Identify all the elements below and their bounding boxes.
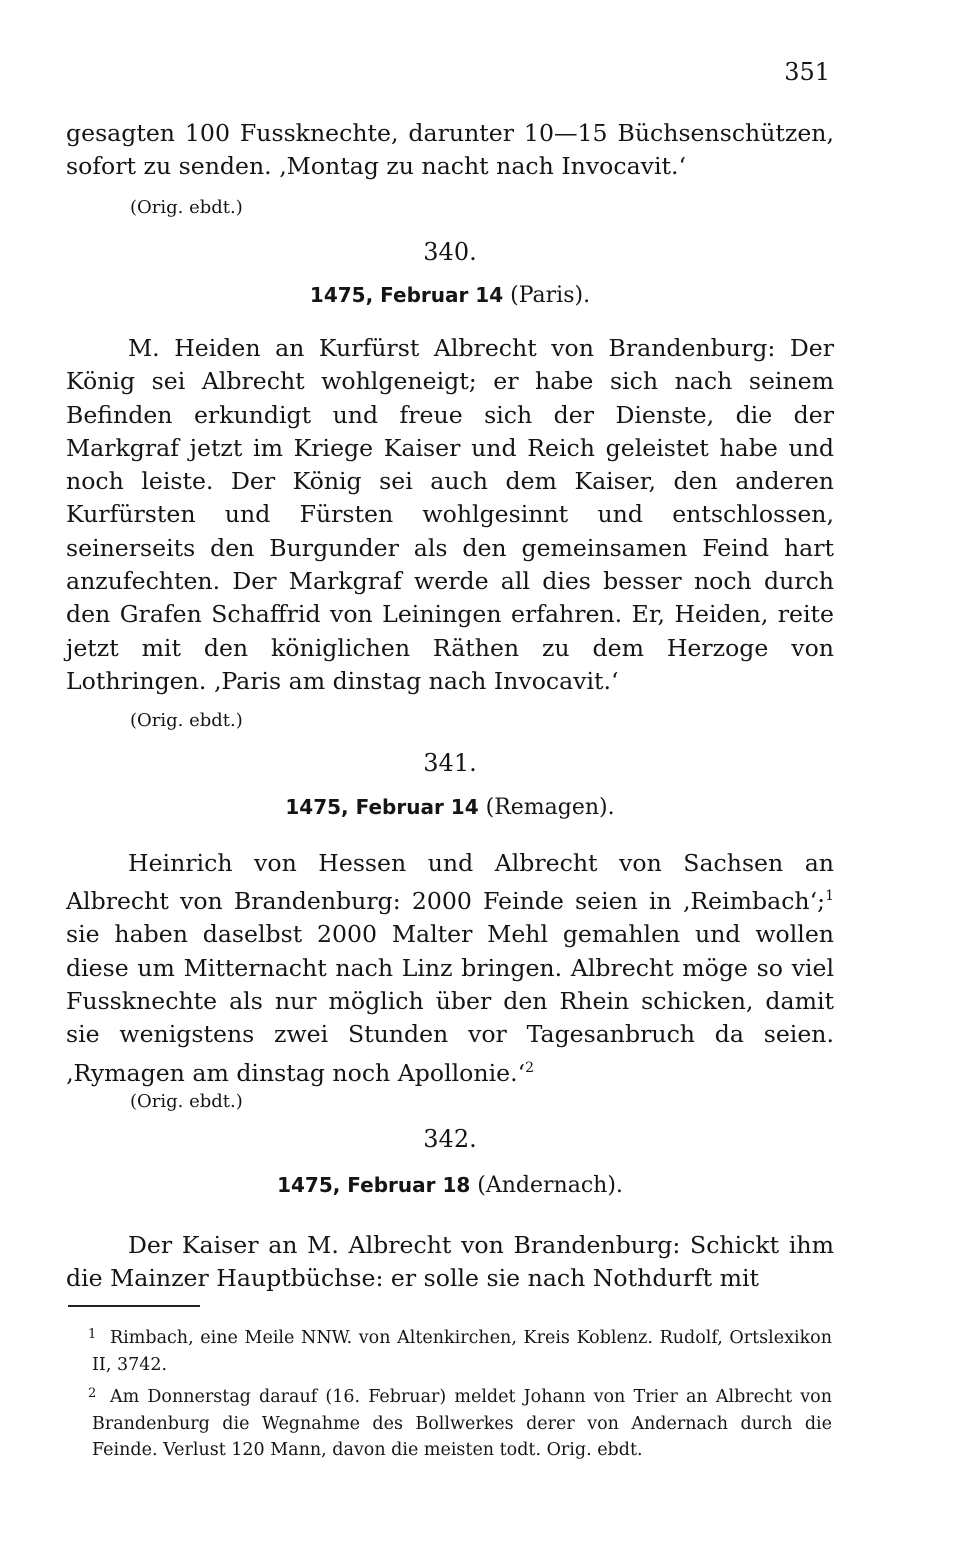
footnotes [88,1322,832,1467]
footnote-text: Rimbach, eine Meile NNW. von Altenkirchen, Kreis Koblenz. Rudolf, Ortslexikon II, 3742. [92,1328,832,1375]
entry-dateline [0,795,900,820]
entry-number: 342. [423,1125,477,1153]
entry-number: 340. [423,238,477,266]
entry-text-content: M. Heiden an Kurfürst Albrecht von Brandenburg: Der König sei Albrecht wohlgeneigt; er habe sich nach seinem Befinden erkundigt und freue sich der Dienste, die der Markgraf jetzt im Kriege Kaiser und Reich geleistet habe und noch leiste. Der König sei auch dem Kaiser, den anderen Kurfürsten und Fürsten wohlgesinnt und entschlossen, seinerseits den Burgunder als den gemeinsamen Feind hart anzufechten. Der Markgraf werde all dies besser noch durch den Grafen Schaffrid von Leiningen erfahren. Er, Heiden, reite jetzt mit den königlichen Räthen zu dem Herzoge von Lothringen. ‚Paris am dinstag nach Invocavit.‘ [66,334,834,695]
entry-date: 1475, Februar 18 [277,1173,471,1197]
entry-text [66,847,834,1090]
opening-text: gesagten 100 Fussknechte, darunter 10—15 Büchsenschützen, sofort zu senden. ‚Montag zu nacht nach Invocavit.‘ [66,119,834,181]
entry-place: (Remagen). [485,795,615,820]
footnote-mark: 2 [88,1386,97,1401]
footnote [88,1322,832,1378]
entry-dateline [0,1173,900,1198]
footnote-ref: 2 [525,1059,534,1076]
entry-text-content: Der Kaiser an M. Albrecht von Brandenburg: Schickt ihm die Mainzer Hauptbüchse: er solle sie nach Nothdurft mit [66,1231,834,1293]
footnote-ref: 1 [825,888,834,905]
entry-number: 341. [423,749,477,777]
page-number: 351 [784,58,830,86]
entry-text [66,332,834,698]
entry-dateline [0,283,900,308]
entry-text [66,1229,834,1296]
source-note: (Orig. ebdt.) [130,1091,243,1112]
entry-text-part: sie haben daselbst 2000 Malter Mehl gemahlen und wollen diese um Mitternacht nach Linz bringen. Albrecht möge so viel Fussknechte als nur möglich über den Rhein schicken, damit sie wenigstens zwei Stunden vor Tagesanbruch da seien. ‚Rymagen am dinstag noch Apollonie.‘ [66,920,834,1087]
footnote-divider [68,1305,200,1307]
footnote-mark: 1 [88,1327,97,1342]
entry-text-part: Heinrich von Hessen und Albrecht von Sachsen an Albrecht von Brandenburg: 2000 Feinde seien in ‚Reimbach‘; [66,849,834,916]
footnote-text: Am Donnerstag darauf (16. Februar) meldet Johann von Trier an Albrecht von Brandenburg die Wegnahme des Bollwerkes derer von Andernach durch die Feinde. Verlust 120 Mann, davon die meisten todt. Orig. ebdt. [92,1387,832,1460]
entry-date: 1475, Februar 14 [309,283,504,307]
source-note: (Orig. ebdt.) [130,710,243,731]
opening-paragraph [66,117,834,184]
entry-place: (Andernach). [477,1173,623,1198]
source-note: (Orig. ebdt.) [130,197,243,218]
entry-place: (Paris). [510,283,591,308]
entry-date: 1475, Februar 14 [285,795,479,819]
footnote [88,1381,832,1464]
